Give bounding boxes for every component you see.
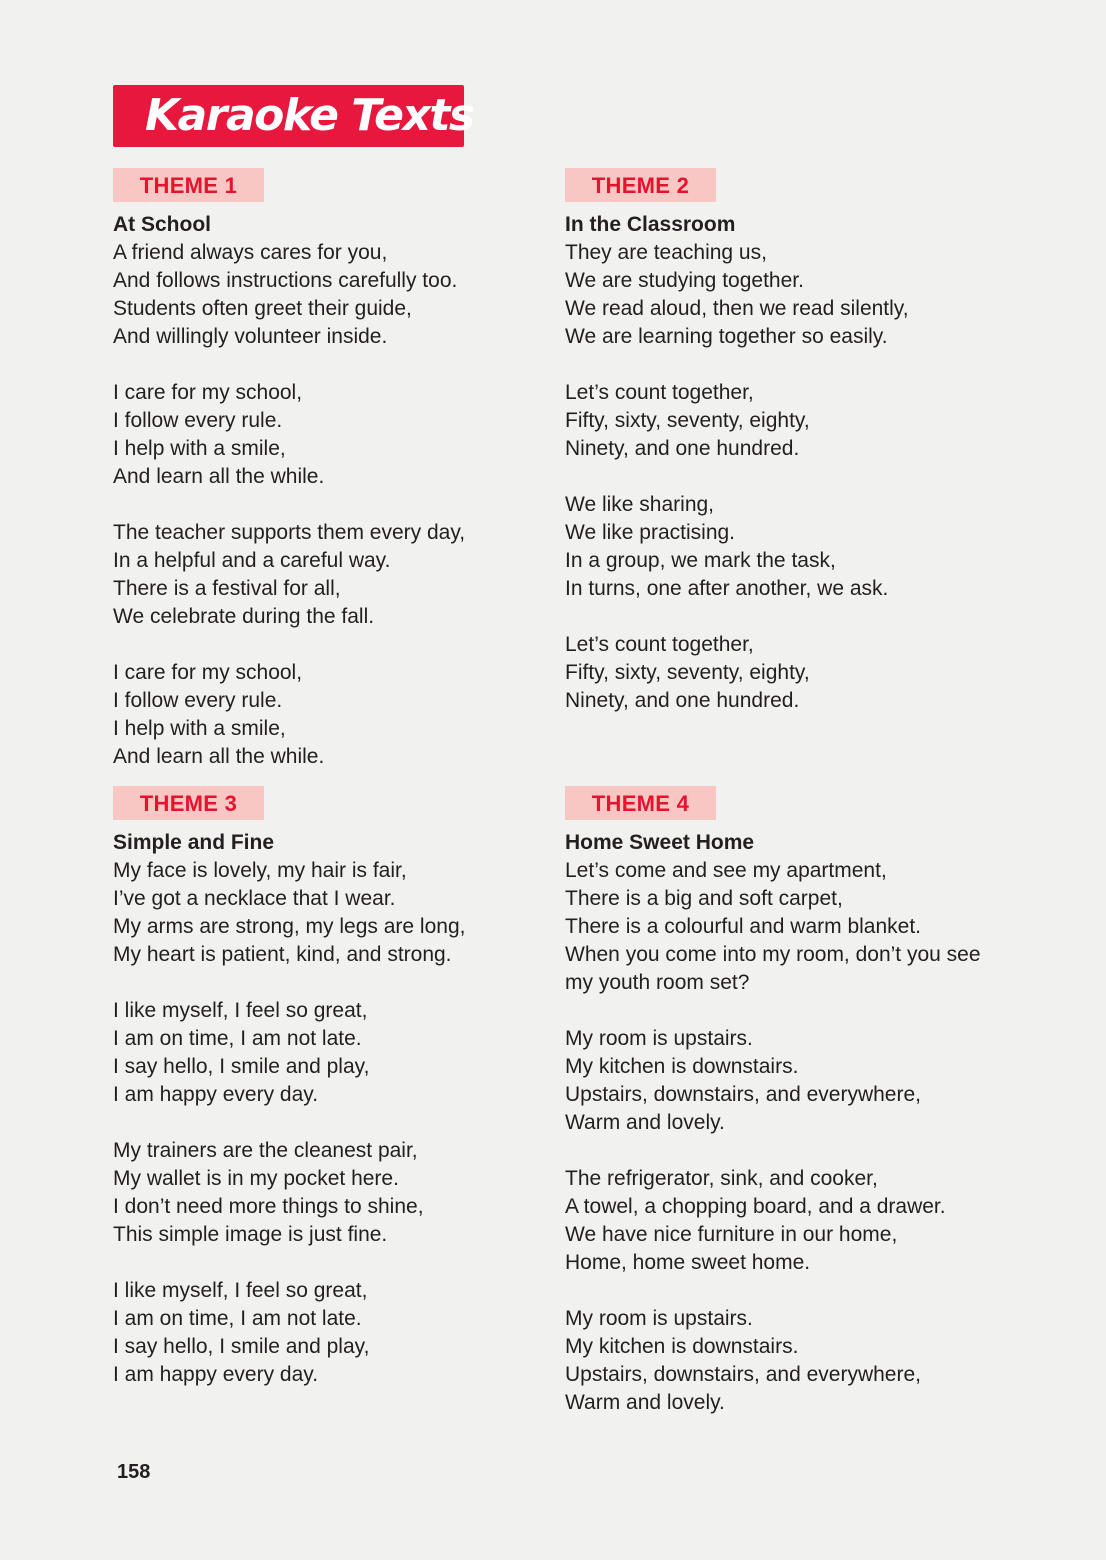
lyric-line: There is a big and soft carpet,	[565, 887, 843, 910]
stanza	[113, 1137, 553, 1249]
stanza	[113, 519, 553, 631]
theme-4-section	[565, 786, 1005, 1445]
lyric-line: And learn all the while.	[113, 745, 325, 768]
lyric-line: I say hello, I smile and play,	[113, 1055, 370, 1078]
lyric-line: We have nice furniture in our home,	[565, 1223, 898, 1246]
lyric-line: Upstairs, downstairs, and everywhere,	[565, 1363, 921, 1386]
lyric-line: I am happy every day.	[113, 1083, 319, 1106]
lyric-line: In a group, we mark the task,	[565, 549, 836, 572]
page-title: Karaoke Texts	[113, 85, 464, 147]
theme-badge: THEME 3	[113, 786, 264, 820]
theme-badge: THEME 4	[565, 786, 716, 820]
stanza	[113, 1277, 553, 1389]
lyric-line: I care for my school,	[113, 661, 303, 684]
lyric-line: My kitchen is downstairs.	[565, 1335, 799, 1358]
stanza	[113, 997, 553, 1109]
lyric-line: We like practising.	[565, 521, 736, 544]
theme-badge: THEME 1	[113, 168, 264, 202]
lyric-line: This simple image is just fine.	[113, 1223, 388, 1246]
stanza	[565, 631, 1005, 715]
lyric-line: In a helpful and a careful way.	[113, 549, 391, 572]
theme-1-section	[113, 168, 553, 799]
stanza	[565, 379, 1005, 463]
lyric-line: I say hello, I smile and play,	[113, 1335, 370, 1358]
stanza	[565, 1165, 1005, 1277]
lyric-line: I follow every rule.	[113, 409, 283, 432]
lyric-line: When you come into my room, don’t you see	[565, 943, 981, 966]
stanza	[565, 857, 1005, 997]
lyric-line: I help with a smile,	[113, 717, 286, 740]
stanza	[113, 659, 553, 771]
lyric-line: There is a colourful and warm blanket.	[565, 915, 922, 938]
lyric-line: I like myself, I feel so great,	[113, 1279, 368, 1302]
stanza	[113, 379, 553, 491]
lyric-line: My room is upstairs.	[565, 1027, 753, 1050]
lyric-line: I am happy every day.	[113, 1363, 319, 1386]
lyric-line: My heart is patient, kind, and strong.	[113, 943, 452, 966]
song-title: At School	[113, 213, 211, 236]
stanza	[565, 1305, 1005, 1417]
lyric-line: Let’s count together,	[565, 633, 754, 656]
lyric-line: I am on time, I am not late.	[113, 1027, 362, 1050]
lyric-line: A friend always cares for you,	[113, 241, 388, 264]
lyric-line: My arms are strong, my legs are long,	[113, 915, 466, 938]
lyric-line: I care for my school,	[113, 381, 303, 404]
lyric-line: We are studying together.	[565, 269, 804, 292]
lyric-line: I’ve got a necklace that I wear.	[113, 887, 396, 910]
lyric-line: My trainers are the cleanest pair,	[113, 1139, 418, 1162]
lyric-line: I help with a smile,	[113, 437, 286, 460]
lyric-line: The refrigerator, sink, and cooker,	[565, 1167, 878, 1190]
lyric-line: Ninety, and one hundred.	[565, 689, 800, 712]
theme-badge: THEME 2	[565, 168, 716, 202]
lyric-line: Ninety, and one hundred.	[565, 437, 800, 460]
theme-3-section	[113, 786, 553, 1417]
lyric-line: We like sharing,	[565, 493, 715, 516]
song-title: Home Sweet Home	[565, 831, 755, 854]
lyric-line: I am on time, I am not late.	[113, 1307, 362, 1330]
lyric-line: Let’s come and see my apartment,	[565, 859, 887, 882]
lyric-line: Fifty, sixty, seventy, eighty,	[565, 661, 810, 684]
lyric-line: They are teaching us,	[565, 241, 767, 264]
lyric-line: Let’s count together,	[565, 381, 754, 404]
stanza	[565, 239, 1005, 351]
lyric-line: My wallet is in my pocket here.	[113, 1167, 399, 1190]
lyric-line: We celebrate during the fall.	[113, 605, 375, 628]
lyric-line: We read aloud, then we read silently,	[565, 297, 909, 320]
song-title: In the Classroom	[565, 213, 736, 236]
lyric-line: My face is lovely, my hair is fair,	[113, 859, 407, 882]
lyric-line: my youth room set?	[565, 971, 750, 994]
lyric-line: There is a festival for all,	[113, 577, 341, 600]
lyric-line: And willingly volunteer inside.	[113, 325, 388, 348]
lyric-line: A towel, a chopping board, and a drawer.	[565, 1195, 946, 1218]
stanza	[565, 1025, 1005, 1137]
lyric-line: I like myself, I feel so great,	[113, 999, 368, 1022]
lyric-line: And follows instructions carefully too.	[113, 269, 458, 292]
lyric-line: Fifty, sixty, seventy, eighty,	[565, 409, 810, 432]
stanza	[113, 239, 553, 351]
page-number: 158	[117, 1461, 151, 1483]
lyric-line: My kitchen is downstairs.	[565, 1055, 799, 1078]
lyric-line: Upstairs, downstairs, and everywhere,	[565, 1083, 921, 1106]
lyric-line: The teacher supports them every day,	[113, 521, 466, 544]
lyric-line: We are learning together so easily.	[565, 325, 888, 348]
stanza	[113, 857, 553, 969]
stanza	[565, 491, 1005, 603]
lyric-line: Students often greet their guide,	[113, 297, 412, 320]
lyric-line: Home, home sweet home.	[565, 1251, 811, 1274]
lyric-line: Warm and lovely.	[565, 1391, 725, 1414]
lyric-line: I don’t need more things to shine,	[113, 1195, 424, 1218]
lyric-line: In turns, one after another, we ask.	[565, 577, 889, 600]
song-title: Simple and Fine	[113, 831, 275, 854]
lyric-line: Warm and lovely.	[565, 1111, 725, 1134]
theme-2-section	[565, 168, 1005, 743]
lyric-line: My room is upstairs.	[565, 1307, 753, 1330]
lyric-line: And learn all the while.	[113, 465, 325, 488]
lyric-line: I follow every rule.	[113, 689, 283, 712]
